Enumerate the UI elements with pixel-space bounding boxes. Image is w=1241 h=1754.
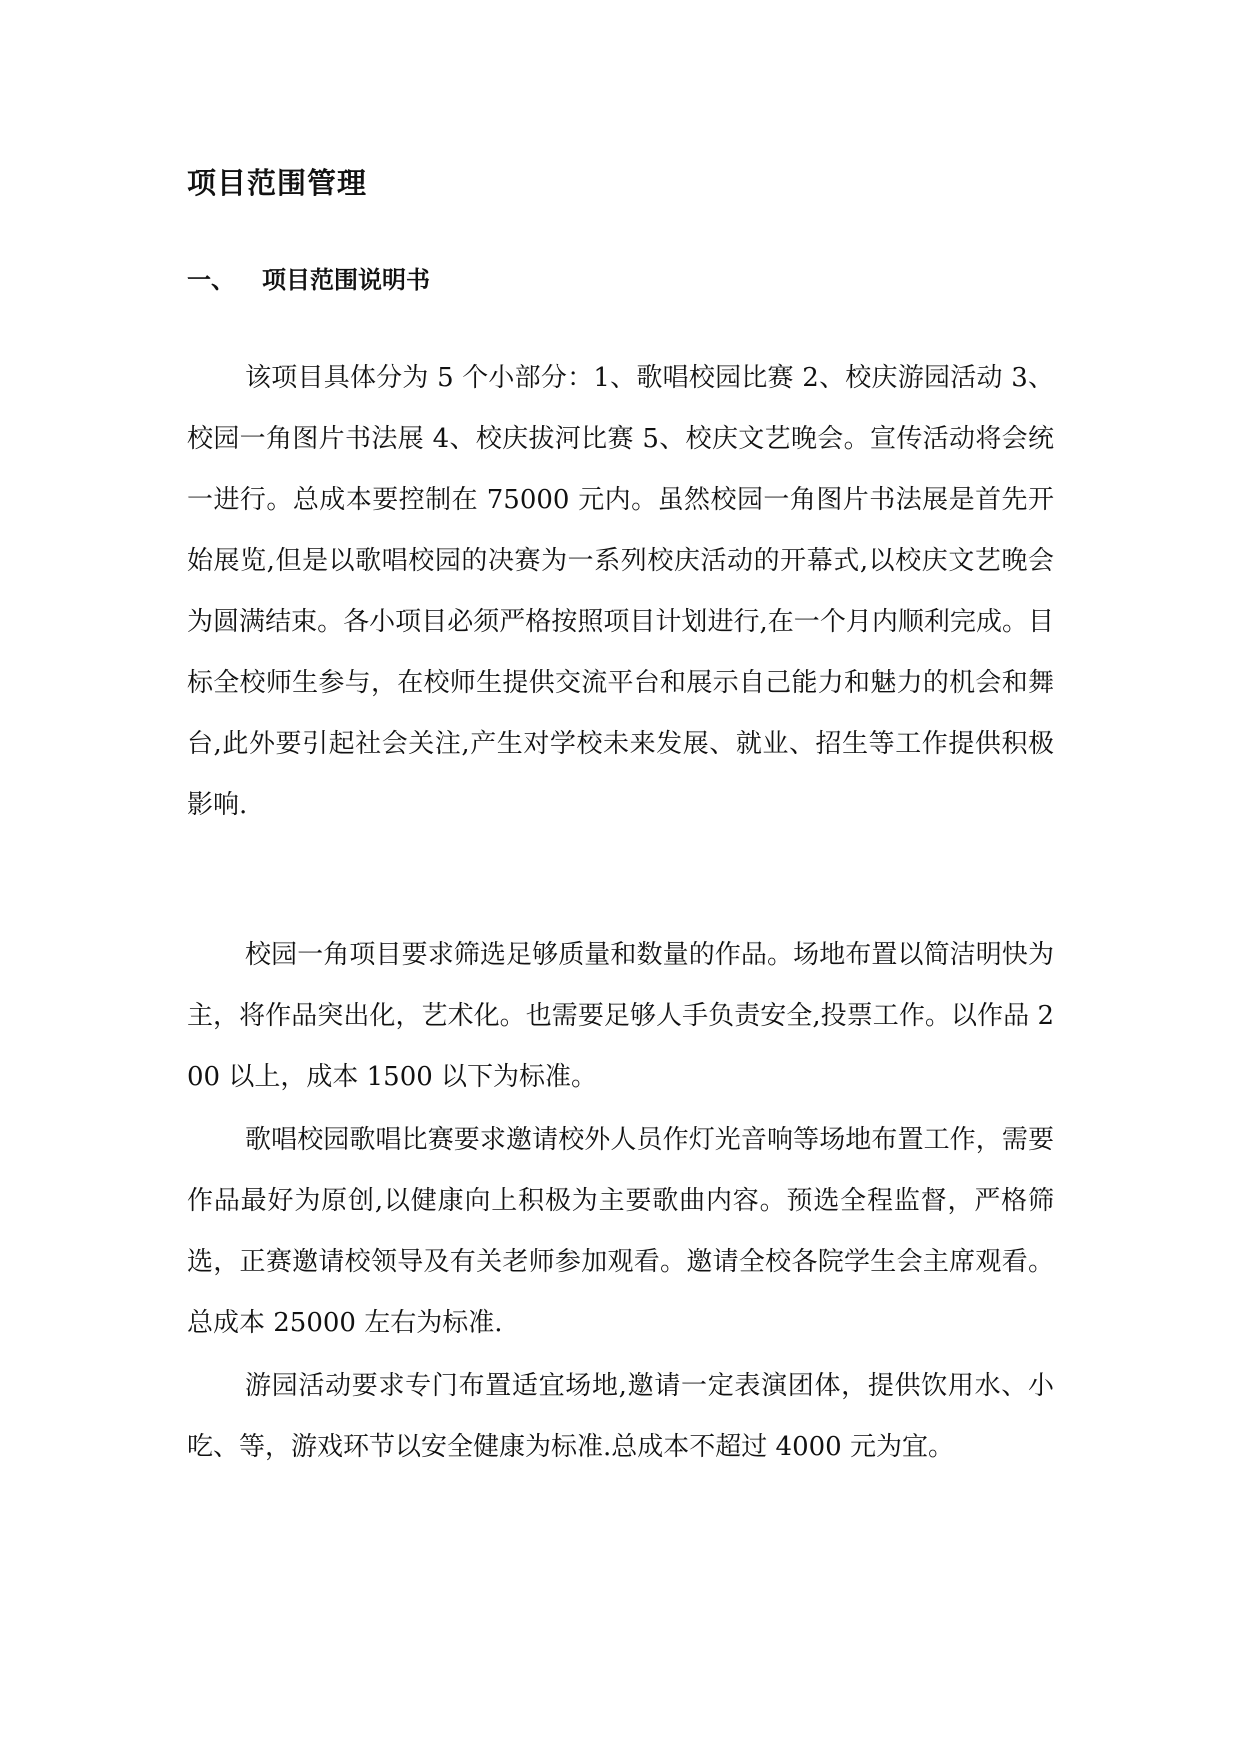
paragraph-campus-corner: 校园一角项目要求筛选足够质量和数量的作品。场地布置以简洁明快为主，将作品突出化，艺术化。也需要足够人手负责安全,投票工作。以作品 200 以上，成本 1500 以下为标准。 bbox=[187, 940, 1054, 1092]
page-title: 项目范围管理 bbox=[187, 166, 368, 200]
paragraph-singing-contest: 歌唱校园歌唱比赛要求邀请校外人员作灯光音响等场地布置工作，需要作品最好为原创,以健康向上积极为主要歌曲内容。预选全程监督，严格筛选，正赛邀请校领导及有关老师参加观看。邀请全校各院学生会主席观看。总成本 25000 左右为标准. bbox=[187, 1125, 1054, 1338]
paragraph-garden-party: 游园活动要求专门布置适宜场地,邀请一定表演团体，提供饮用水、小吃、等，游戏环节以安全健康为标准.总成本不超过 4000 元为宜。 bbox=[187, 1371, 1054, 1462]
section-heading bbox=[187, 262, 430, 298]
section-title: 项目范围说明书 bbox=[262, 266, 430, 294]
paragraph-overview: 该项目具体分为 5 个小部分：1、歌唱校园比赛 2、校庆游园活动 3、校园一角图片书法展 4、校庆拔河比赛 5、校庆文艺晚会。宣传活动将会统一进行。总成本要控制在 75000 元内。虽然校园一角图片书法展是首先开始展览,但是以歌唱校园的决赛为一系列校庆活动的开幕式,以校庆文艺晚会为圆满结束。各小项目必须严格按照项目计划进行,在一个月内顺利完成。目标全校师生参与，在校师生提供交流平台和展示自己能力和魅力的机会和舞台,此外要引起社会关注,产生对学校未来发展、就业、招生等工作提供积极影响. bbox=[187, 363, 1054, 820]
section-number: 一、 bbox=[187, 266, 235, 294]
